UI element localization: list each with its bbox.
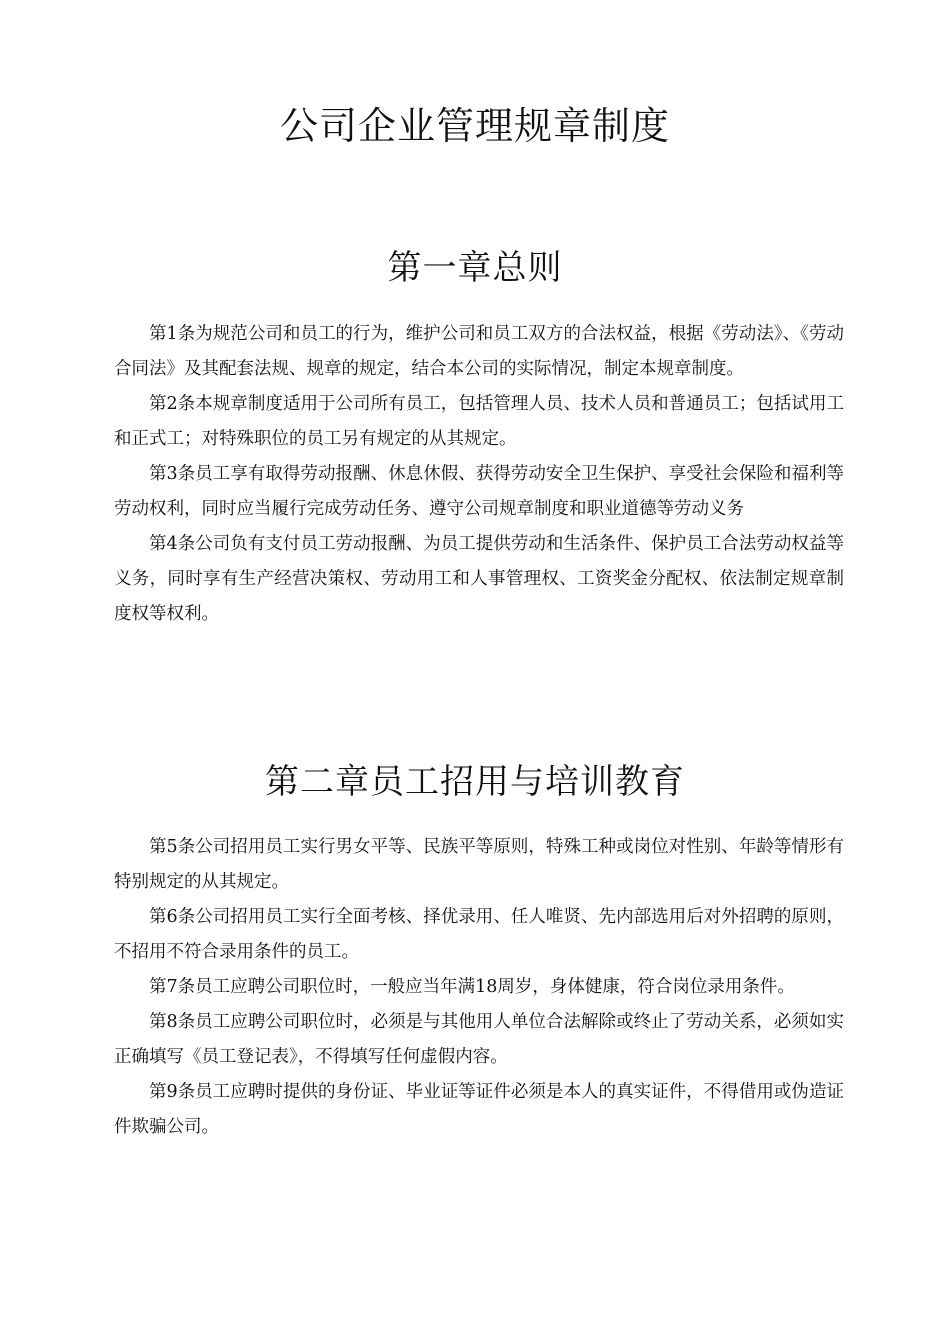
article-9: 第9条员工应聘时提供的身份证、毕业证等证件必须是本人的真实证件，不得借用或伪造证件欺骗公司。 <box>114 1082 844 1137</box>
article-1: 第1条为规范公司和员工的行为，维护公司和员工双方的合法权益，根据《劳动法》、《劳动合同法》及其配套法规、规章的规定，结合本公司的实际情况，制定本规章制度。 <box>114 324 844 379</box>
document-title: 公司企业管理规章制度 <box>279 104 670 148</box>
chapter-1-title: 第一章总则 <box>387 248 563 288</box>
article-5: 第5条公司招用员工实行男女平等、民族平等原则，特殊工种或岗位对性别、年龄等情形有特别规定的从其规定。 <box>114 837 844 892</box>
chapter-2-title: 第二章员工招用与培训教育 <box>265 762 685 802</box>
article-4: 第4条公司负有支付员工劳动报酬、为员工提供劳动和生活条件、保护员工合法劳动权益等义务，同时享有生产经营决策权、劳动用工和人事管理权、工资奖金分配权、依法制定规章制度权等权利。 <box>114 534 844 624</box>
article-7: 第7条员工应聘公司职位时，一般应当年满18周岁，身体健康，符合岗位录用条件。 <box>149 977 795 997</box>
article-2: 第2条本规章制度适用于公司所有员工，包括管理人员、技术人员和普通员工；包括试用工和正式工；对特殊职位的员工另有规定的从其规定。 <box>114 394 844 449</box>
chapter-2-body <box>114 830 844 1145</box>
chapter-1-body <box>114 317 844 632</box>
article-6: 第6条公司招用员工实行全面考核、择优录用、任人唯贤、先内部选用后对外招聘的原则，不招用不符合录用条件的员工。 <box>114 907 844 962</box>
article-8: 第8条员工应聘公司职位时，必须是与其他用人单位合法解除或终止了劳动关系，必须如实正确填写《员工登记表》，不得填写任何虚假内容。 <box>114 1012 844 1067</box>
article-3: 第3条员工享有取得劳动报酬、休息休假、获得劳动安全卫生保护、享受社会保险和福利等劳动权利，同时应当履行完成劳动任务、遵守公司规章制度和职业道德等劳动义务 <box>114 464 844 519</box>
